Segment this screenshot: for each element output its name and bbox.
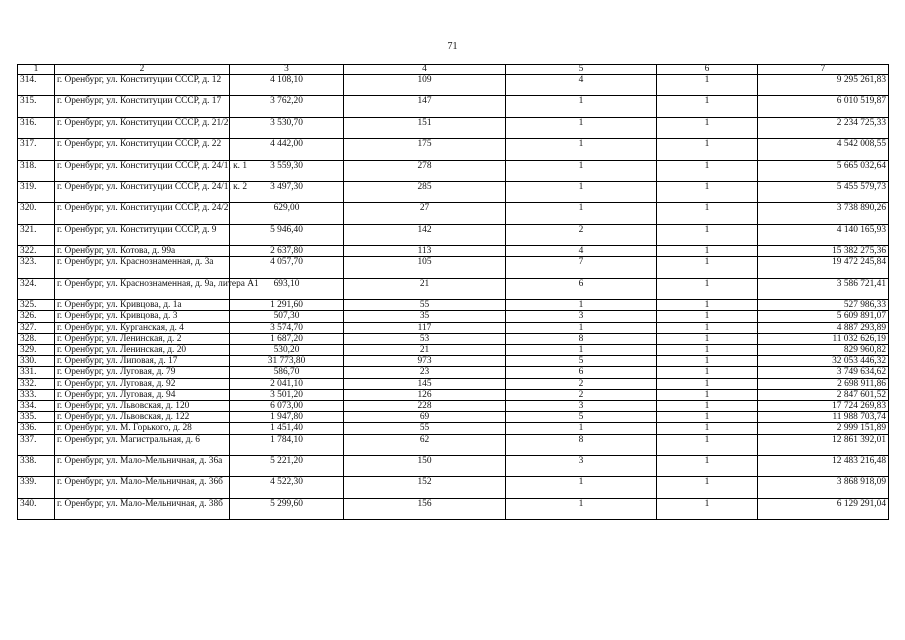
address-cell: г. Оренбург, ул. Конституции СССР, д. 12 bbox=[55, 75, 230, 96]
column-5-cell: 4 bbox=[506, 75, 657, 96]
column-6-cell: 1 bbox=[657, 246, 758, 257]
table-row bbox=[18, 322, 889, 333]
row-number: 331. bbox=[18, 367, 55, 378]
column-3-cell: 6 073,00 bbox=[230, 400, 344, 411]
row-number: 329. bbox=[18, 344, 55, 355]
column-5-cell: 1 bbox=[506, 181, 657, 202]
table-row bbox=[18, 160, 889, 181]
column-4-cell: 126 bbox=[344, 389, 506, 400]
column-4-cell: 150 bbox=[344, 455, 506, 476]
row-number: 320. bbox=[18, 203, 55, 224]
registry-table bbox=[17, 64, 889, 520]
column-3-cell: 2 041,10 bbox=[230, 378, 344, 389]
column-3-cell: 1 784,10 bbox=[230, 434, 344, 455]
column-7-cell: 2 234 725,33 bbox=[758, 117, 889, 138]
table-row bbox=[18, 356, 889, 367]
column-6-cell: 1 bbox=[657, 389, 758, 400]
column-4-cell: 27 bbox=[344, 203, 506, 224]
column-7-cell: 829 960,82 bbox=[758, 344, 889, 355]
address-cell: г. Оренбург, ул. Львовская, д. 120 bbox=[55, 400, 230, 411]
column-3-cell: 4 057,70 bbox=[230, 257, 344, 278]
column-5-cell: 1 bbox=[506, 322, 657, 333]
column-5-cell: 3 bbox=[506, 311, 657, 322]
column-6-cell: 1 bbox=[657, 367, 758, 378]
table-row bbox=[18, 333, 889, 344]
row-number: 315. bbox=[18, 96, 55, 117]
column-5-cell: 1 bbox=[506, 498, 657, 519]
table-row bbox=[18, 139, 889, 160]
column-6-cell: 1 bbox=[657, 400, 758, 411]
column-3-cell: 530,20 bbox=[230, 344, 344, 355]
column-7-cell: 11 032 626,19 bbox=[758, 333, 889, 344]
address-cell: г. Оренбург, ул. Краснознаменная, д. 9а, литера А1 bbox=[55, 278, 230, 299]
table-row bbox=[18, 300, 889, 311]
column-4-cell: 21 bbox=[344, 344, 506, 355]
table-row bbox=[18, 378, 889, 389]
column-4-cell: 21 bbox=[344, 278, 506, 299]
row-number: 318. bbox=[18, 160, 55, 181]
column-6-cell: 1 bbox=[657, 160, 758, 181]
column-6-cell: 1 bbox=[657, 333, 758, 344]
column-5-cell: 1 bbox=[506, 300, 657, 311]
column-6-cell: 1 bbox=[657, 181, 758, 202]
row-number: 330. bbox=[18, 356, 55, 367]
column-7-cell: 15 382 275,36 bbox=[758, 246, 889, 257]
column-4-cell: 156 bbox=[344, 498, 506, 519]
column-4-cell: 69 bbox=[344, 412, 506, 423]
column-7-cell: 5 665 032,64 bbox=[758, 160, 889, 181]
row-number: 324. bbox=[18, 278, 55, 299]
column-4-cell: 53 bbox=[344, 333, 506, 344]
table-body bbox=[18, 75, 889, 520]
column-4-cell: 152 bbox=[344, 477, 506, 498]
column-3-cell: 629,00 bbox=[230, 203, 344, 224]
column-4-cell: 117 bbox=[344, 322, 506, 333]
address-cell: г. Оренбург, ул. Ленинская, д. 2 bbox=[55, 333, 230, 344]
column-3-cell: 507,30 bbox=[230, 311, 344, 322]
column-6-cell: 1 bbox=[657, 498, 758, 519]
address-cell: г. Оренбург, ул. Конституции СССР, д. 24/2 bbox=[55, 203, 230, 224]
address-cell: г. Оренбург, ул. М. Горького, д. 28 bbox=[55, 423, 230, 434]
column-4-cell: 62 bbox=[344, 434, 506, 455]
column-4-cell: 228 bbox=[344, 400, 506, 411]
column-6-cell: 1 bbox=[657, 96, 758, 117]
table-row bbox=[18, 455, 889, 476]
row-number: 327. bbox=[18, 322, 55, 333]
address-cell: г. Оренбург, ул. Мало-Мельничная, д. 38б bbox=[55, 498, 230, 519]
column-6-cell: 1 bbox=[657, 455, 758, 476]
column-7-cell: 3 738 890,26 bbox=[758, 203, 889, 224]
column-4-cell: 175 bbox=[344, 139, 506, 160]
table-row bbox=[18, 389, 889, 400]
column-5-cell: 1 bbox=[506, 203, 657, 224]
column-4-cell: 35 bbox=[344, 311, 506, 322]
column-7-cell: 6 129 291,04 bbox=[758, 498, 889, 519]
column-5-cell: 5 bbox=[506, 356, 657, 367]
column-5-cell: 8 bbox=[506, 333, 657, 344]
row-number: 340. bbox=[18, 498, 55, 519]
table-row bbox=[18, 400, 889, 411]
column-6-cell: 1 bbox=[657, 311, 758, 322]
address-cell: г. Оренбург, ул. Конституции СССР, д. 21/2 bbox=[55, 117, 230, 138]
table-row bbox=[18, 203, 889, 224]
column-6-cell: 1 bbox=[657, 278, 758, 299]
column-5-cell: 1 bbox=[506, 423, 657, 434]
table-row bbox=[18, 498, 889, 519]
row-number: 316. bbox=[18, 117, 55, 138]
table-row bbox=[18, 367, 889, 378]
column-3-cell: 3 497,30 bbox=[230, 181, 344, 202]
column-5-cell: 2 bbox=[506, 389, 657, 400]
address-cell: г. Оренбург, ул. Магистральная, д. 6 bbox=[55, 434, 230, 455]
address-cell: г. Оренбург, ул. Котова, д. 99а bbox=[55, 246, 230, 257]
address-cell: г. Оренбург, ул. Конституции СССР, д. 17 bbox=[55, 96, 230, 117]
column-5-cell: 1 bbox=[506, 96, 657, 117]
column-3-cell: 2 637,80 bbox=[230, 246, 344, 257]
address-cell: г. Оренбург, ул. Конституции СССР, д. 9 bbox=[55, 224, 230, 245]
column-3-cell: 5 221,20 bbox=[230, 455, 344, 476]
column-5-cell: 3 bbox=[506, 400, 657, 411]
column-6-cell: 1 bbox=[657, 344, 758, 355]
table-row bbox=[18, 224, 889, 245]
row-number: 334. bbox=[18, 400, 55, 411]
column-7-cell: 4 887 293,89 bbox=[758, 322, 889, 333]
column-6-cell: 1 bbox=[657, 412, 758, 423]
column-7-cell: 2 999 151,89 bbox=[758, 423, 889, 434]
table-row bbox=[18, 257, 889, 278]
header-row bbox=[18, 65, 889, 75]
column-5-cell: 1 bbox=[506, 160, 657, 181]
page-number: 71 bbox=[447, 41, 458, 52]
column-3-cell: 3 574,70 bbox=[230, 322, 344, 333]
table-row bbox=[18, 311, 889, 322]
column-6-cell: 1 bbox=[657, 224, 758, 245]
column-4-cell: 973 bbox=[344, 356, 506, 367]
row-number: 336. bbox=[18, 423, 55, 434]
address-cell: г. Оренбург, ул. Краснознаменная, д. 3а bbox=[55, 257, 230, 278]
column-6-cell: 1 bbox=[657, 203, 758, 224]
column-3-cell: 1 291,60 bbox=[230, 300, 344, 311]
column-3-cell: 586,70 bbox=[230, 367, 344, 378]
column-5-cell: 5 bbox=[506, 412, 657, 423]
column-5-cell: 3 bbox=[506, 455, 657, 476]
row-number: 335. bbox=[18, 412, 55, 423]
address-cell: г. Оренбург, ул. Липовая, д. 17 bbox=[55, 356, 230, 367]
column-header-2: 2 bbox=[55, 65, 230, 75]
address-cell: г. Оренбург, ул. Луговая, д. 79 bbox=[55, 367, 230, 378]
row-number: 322. bbox=[18, 246, 55, 257]
column-7-cell: 11 988 703,74 bbox=[758, 412, 889, 423]
column-7-cell: 3 586 721,41 bbox=[758, 278, 889, 299]
column-3-cell: 5 299,60 bbox=[230, 498, 344, 519]
column-6-cell: 1 bbox=[657, 117, 758, 138]
column-header-3: 3 bbox=[230, 65, 344, 75]
column-7-cell: 32 053 446,32 bbox=[758, 356, 889, 367]
row-number: 314. bbox=[18, 75, 55, 96]
row-number: 332. bbox=[18, 378, 55, 389]
row-number: 339. bbox=[18, 477, 55, 498]
column-6-cell: 1 bbox=[657, 75, 758, 96]
column-4-cell: 55 bbox=[344, 300, 506, 311]
address-cell: г. Оренбург, ул. Конституции СССР, д. 22 bbox=[55, 139, 230, 160]
column-header-4: 4 bbox=[344, 65, 506, 75]
column-4-cell: 278 bbox=[344, 160, 506, 181]
address-cell: г. Оренбург, ул. Конституции СССР, д. 24/1, к. 1 bbox=[55, 160, 230, 181]
column-3-cell: 4 442,00 bbox=[230, 139, 344, 160]
table-row bbox=[18, 477, 889, 498]
column-7-cell: 3 749 634,62 bbox=[758, 367, 889, 378]
column-7-cell: 4 542 008,55 bbox=[758, 139, 889, 160]
column-7-cell: 12 861 392,01 bbox=[758, 434, 889, 455]
address-cell: г. Оренбург, ул. Ленинская, д. 20 bbox=[55, 344, 230, 355]
row-number: 319. bbox=[18, 181, 55, 202]
column-3-cell: 1 451,40 bbox=[230, 423, 344, 434]
address-cell: г. Оренбург, ул. Львовская, д. 122 bbox=[55, 412, 230, 423]
address-cell: г. Оренбург, ул. Кривцова, д. 3 bbox=[55, 311, 230, 322]
column-7-cell: 527 986,33 bbox=[758, 300, 889, 311]
column-3-cell: 1 687,20 bbox=[230, 333, 344, 344]
column-4-cell: 55 bbox=[344, 423, 506, 434]
column-header-1: 1 bbox=[18, 65, 55, 75]
row-number: 326. bbox=[18, 311, 55, 322]
row-number: 317. bbox=[18, 139, 55, 160]
column-6-cell: 1 bbox=[657, 300, 758, 311]
column-3-cell: 3 762,20 bbox=[230, 96, 344, 117]
column-5-cell: 1 bbox=[506, 477, 657, 498]
column-7-cell: 12 483 216,48 bbox=[758, 455, 889, 476]
column-5-cell: 6 bbox=[506, 367, 657, 378]
column-3-cell: 693,10 bbox=[230, 278, 344, 299]
column-4-cell: 285 bbox=[344, 181, 506, 202]
row-number: 323. bbox=[18, 257, 55, 278]
column-6-cell: 1 bbox=[657, 139, 758, 160]
row-number: 321. bbox=[18, 224, 55, 245]
column-header-7: 7 bbox=[758, 65, 889, 75]
row-number: 333. bbox=[18, 389, 55, 400]
column-4-cell: 113 bbox=[344, 246, 506, 257]
column-3-cell: 1 947,80 bbox=[230, 412, 344, 423]
column-3-cell: 31 773,80 bbox=[230, 356, 344, 367]
address-cell: г. Оренбург, ул. Мало-Мельничная, д. 36б bbox=[55, 477, 230, 498]
column-7-cell: 19 472 245,84 bbox=[758, 257, 889, 278]
column-5-cell: 2 bbox=[506, 224, 657, 245]
column-7-cell: 3 868 918,09 bbox=[758, 477, 889, 498]
column-7-cell: 4 140 165,93 bbox=[758, 224, 889, 245]
row-number: 338. bbox=[18, 455, 55, 476]
column-4-cell: 142 bbox=[344, 224, 506, 245]
row-number: 337. bbox=[18, 434, 55, 455]
address-cell: г. Оренбург, ул. Мало-Мельничная, д. 36а bbox=[55, 455, 230, 476]
column-header-5: 5 bbox=[506, 65, 657, 75]
column-4-cell: 151 bbox=[344, 117, 506, 138]
column-5-cell: 2 bbox=[506, 378, 657, 389]
column-4-cell: 23 bbox=[344, 367, 506, 378]
column-6-cell: 1 bbox=[657, 322, 758, 333]
table-row bbox=[18, 117, 889, 138]
column-header-6: 6 bbox=[657, 65, 758, 75]
column-6-cell: 1 bbox=[657, 356, 758, 367]
column-3-cell: 3 559,30 bbox=[230, 160, 344, 181]
table-row bbox=[18, 278, 889, 299]
column-3-cell: 4 522,30 bbox=[230, 477, 344, 498]
address-cell: г. Оренбург, ул. Конституции СССР, д. 24/1, к. 2 bbox=[55, 181, 230, 202]
table-row bbox=[18, 75, 889, 96]
address-cell: г. Оренбург, ул. Луговая, д. 92 bbox=[55, 378, 230, 389]
column-6-cell: 1 bbox=[657, 423, 758, 434]
column-7-cell: 2 698 911,86 bbox=[758, 378, 889, 389]
column-6-cell: 1 bbox=[657, 434, 758, 455]
row-number: 328. bbox=[18, 333, 55, 344]
column-4-cell: 109 bbox=[344, 75, 506, 96]
column-7-cell: 5 609 891,07 bbox=[758, 311, 889, 322]
column-5-cell: 1 bbox=[506, 117, 657, 138]
column-4-cell: 147 bbox=[344, 96, 506, 117]
column-7-cell: 5 455 579,73 bbox=[758, 181, 889, 202]
column-6-cell: 1 bbox=[657, 378, 758, 389]
table-row bbox=[18, 181, 889, 202]
address-cell: г. Оренбург, ул. Луговая, д. 94 bbox=[55, 389, 230, 400]
column-3-cell: 4 108,10 bbox=[230, 75, 344, 96]
column-3-cell: 5 946,40 bbox=[230, 224, 344, 245]
column-4-cell: 105 bbox=[344, 257, 506, 278]
column-7-cell: 17 724 269,83 bbox=[758, 400, 889, 411]
table-row bbox=[18, 434, 889, 455]
column-6-cell: 1 bbox=[657, 477, 758, 498]
column-5-cell: 1 bbox=[506, 139, 657, 160]
column-3-cell: 3 501,20 bbox=[230, 389, 344, 400]
table-row bbox=[18, 412, 889, 423]
column-6-cell: 1 bbox=[657, 257, 758, 278]
column-7-cell: 6 010 519,87 bbox=[758, 96, 889, 117]
column-5-cell: 4 bbox=[506, 246, 657, 257]
column-5-cell: 7 bbox=[506, 257, 657, 278]
column-7-cell: 2 847 601,52 bbox=[758, 389, 889, 400]
table-row bbox=[18, 423, 889, 434]
address-cell: г. Оренбург, ул. Курганская, д. 4 bbox=[55, 322, 230, 333]
column-3-cell: 3 530,70 bbox=[230, 117, 344, 138]
column-5-cell: 1 bbox=[506, 344, 657, 355]
column-5-cell: 8 bbox=[506, 434, 657, 455]
column-5-cell: 6 bbox=[506, 278, 657, 299]
column-7-cell: 9 295 261,83 bbox=[758, 75, 889, 96]
row-number: 325. bbox=[18, 300, 55, 311]
address-cell: г. Оренбург, ул. Кривцова, д. 1а bbox=[55, 300, 230, 311]
table-row bbox=[18, 344, 889, 355]
column-4-cell: 145 bbox=[344, 378, 506, 389]
table-row bbox=[18, 96, 889, 117]
table-row bbox=[18, 246, 889, 257]
